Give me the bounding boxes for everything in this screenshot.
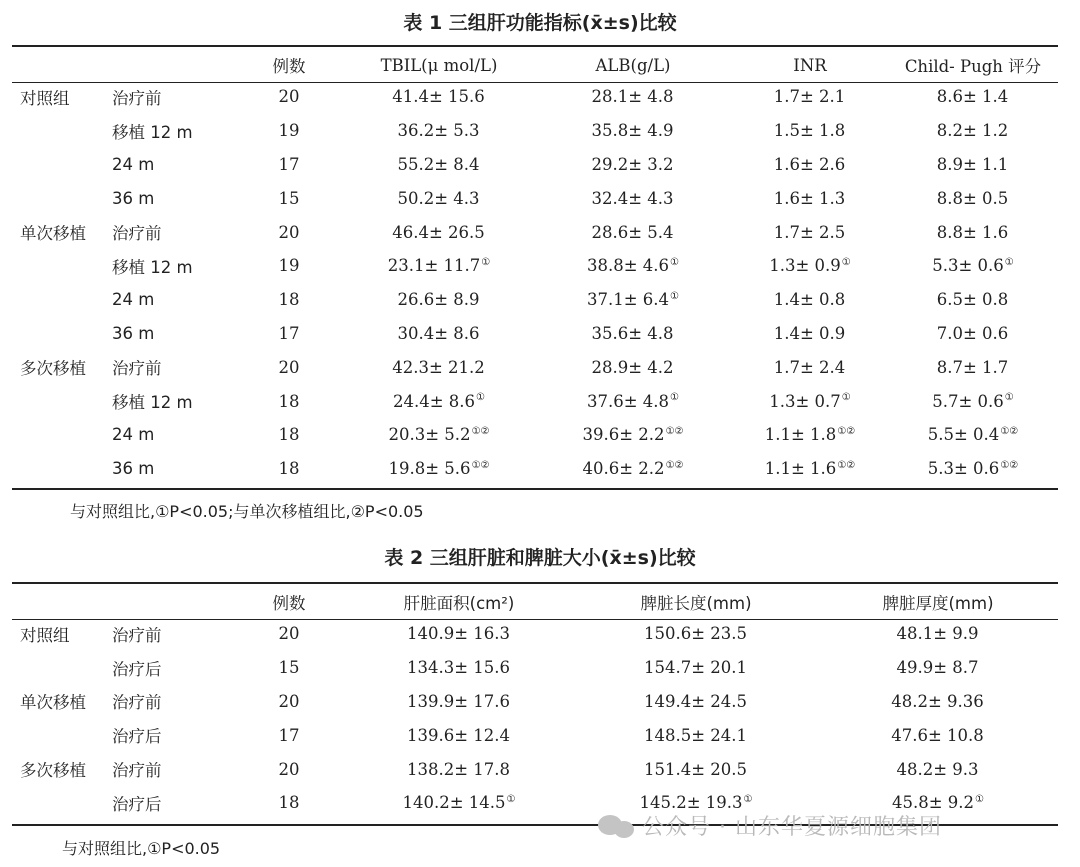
significance-mark: ①: [476, 392, 486, 404]
cell-n-value: 20: [278, 222, 300, 242]
cell-spleen-length: [574, 651, 818, 685]
cell-alb-value: 39.6± 2.2: [582, 425, 665, 445]
cell-n-value: 17: [278, 725, 300, 745]
cell-childpugh-value: 8.8± 0.5: [936, 188, 1009, 208]
cell-time: [110, 752, 234, 786]
cell-alb: [534, 418, 732, 452]
cell-tbil-value: 20.3± 5.2: [388, 425, 471, 445]
cell-alb-value: 35.8± 4.9: [591, 121, 674, 141]
cell-inr-value: 1.4± 0.9: [773, 323, 846, 343]
watermark: [598, 810, 942, 841]
cell-tbil: [344, 384, 534, 418]
cell-alb: [534, 283, 732, 317]
cell-time: [110, 685, 234, 719]
table-row: [12, 651, 1058, 685]
cell-inr-value: 1.7± 2.1: [773, 87, 846, 107]
cell-group-value: 对照组: [20, 625, 70, 645]
cell-group: [12, 80, 110, 114]
table2-header-rule: [12, 619, 1058, 620]
cell-tbil: [344, 452, 534, 486]
cell-time: [110, 452, 234, 486]
cell-n-value: 19: [278, 256, 300, 276]
significance-mark: ①: [670, 256, 680, 268]
cell-n-value: 20: [278, 624, 300, 644]
cell-n: [234, 651, 344, 685]
cell-alb: [534, 249, 732, 283]
cell-group: [12, 452, 110, 486]
cell-group-value: 单次移植: [20, 693, 86, 713]
table1-header-alb: ALB(g/L): [595, 55, 671, 75]
cell-alb-value: 28.6± 5.4: [591, 222, 674, 242]
cell-group: [12, 181, 110, 215]
cell-tbil-value: 19.8± 5.6: [388, 459, 471, 479]
table1-header-rule: [12, 82, 1058, 83]
cell-tbil-value: 41.4± 15.6: [392, 87, 485, 107]
cell-n-value: 20: [278, 759, 300, 779]
cell-spleen-length-value: 150.6± 23.5: [643, 624, 748, 644]
table-row: [12, 384, 1058, 418]
cell-inr: [732, 114, 888, 148]
cell-alb-value: 35.6± 4.8: [591, 323, 674, 343]
cell-alb: [534, 350, 732, 384]
significance-mark: ①: [975, 793, 985, 805]
cell-childpugh: [888, 80, 1058, 114]
cell-group: [12, 718, 110, 752]
cell-time: [110, 215, 234, 249]
cell-time: [110, 418, 234, 452]
cell-time-value: 治疗后: [112, 659, 162, 679]
table-row: [12, 249, 1058, 283]
cell-inr-value: 1.3± 0.7: [769, 391, 841, 411]
cell-time: [110, 617, 234, 651]
cell-tbil: [344, 148, 534, 182]
cell-inr: [732, 283, 888, 317]
cell-spleen-length: [574, 617, 818, 651]
significance-mark: ①: [670, 392, 680, 404]
cell-inr-value: 1.1± 1.8: [764, 425, 837, 445]
cell-n-value: 20: [278, 357, 300, 377]
cell-n-value: 15: [278, 658, 300, 678]
table2-header-time: [110, 587, 234, 617]
cell-alb-value: 40.6± 2.2: [582, 459, 665, 479]
cell-n: [234, 80, 344, 114]
cell-spleen-length-value: 154.7± 20.1: [643, 658, 748, 678]
cell-tbil-value: 26.6± 8.9: [397, 290, 480, 310]
cell-spleen-thickness: [818, 718, 1058, 752]
table1-note: 与对照组比,①P<0.05;与单次移植组比,②P<0.05: [70, 502, 424, 521]
cell-spleen-length-value: 145.2± 19.3: [639, 793, 743, 813]
wechat-icon: [598, 813, 636, 839]
cell-childpugh: [888, 114, 1058, 148]
cell-inr: [732, 384, 888, 418]
cell-liver-area: [344, 617, 574, 651]
cell-time: [110, 80, 234, 114]
cell-childpugh: [888, 418, 1058, 452]
table2-note: 与对照组比,①P<0.05: [62, 839, 221, 858]
table-row: [12, 752, 1058, 786]
cell-liver-area: [344, 651, 574, 685]
cell-inr: [732, 148, 888, 182]
significance-mark: ①②: [837, 459, 856, 471]
cell-liver-area: [344, 718, 574, 752]
cell-inr: [732, 249, 888, 283]
cell-time-value: 36 m: [112, 459, 155, 479]
cell-childpugh: [888, 317, 1058, 351]
table1-header-time: [110, 50, 234, 80]
table1-caption: 表 1 三组肝功能指标(x̄±s)比较: [403, 12, 677, 34]
table2-header-n: 例数: [272, 594, 306, 613]
cell-spleen-thickness: [818, 617, 1058, 651]
cell-time-value: 24 m: [112, 425, 155, 445]
cell-childpugh: [888, 249, 1058, 283]
cell-time: [110, 283, 234, 317]
cell-childpugh: [888, 181, 1058, 215]
cell-group: [12, 752, 110, 786]
cell-group: [12, 114, 110, 148]
table-row: [12, 317, 1058, 351]
table-row: [12, 148, 1058, 182]
table2-top-rule: [12, 582, 1058, 584]
cell-group: [12, 786, 110, 820]
table1-header-childpugh: Child- Pugh 评分: [904, 57, 1042, 76]
cell-childpugh-value: 8.2± 1.2: [936, 121, 1009, 141]
cell-time: [110, 786, 234, 820]
cell-tbil-value: 42.3± 21.2: [392, 357, 485, 377]
cell-spleen-thickness-value: 45.8± 9.2: [891, 793, 975, 813]
cell-inr-value: 1.1± 1.6: [764, 459, 837, 479]
cell-group: [12, 350, 110, 384]
cell-group: [12, 685, 110, 719]
cell-tbil-value: 24.4± 8.6: [392, 391, 476, 411]
cell-group-value: 单次移植: [20, 224, 86, 244]
cell-n: [234, 283, 344, 317]
cell-n-value: 18: [278, 391, 300, 411]
cell-time: [110, 148, 234, 182]
cell-time: [110, 114, 234, 148]
cell-spleen-length-value: 151.4± 20.5: [643, 759, 748, 779]
cell-n: [234, 718, 344, 752]
cell-n-value: 15: [278, 188, 300, 208]
cell-n: [234, 452, 344, 486]
cell-inr: [732, 317, 888, 351]
cell-spleen-thickness-value: 49.9± 8.7: [896, 658, 979, 678]
table2: [12, 587, 1058, 820]
cell-n-value: 20: [278, 691, 300, 711]
cell-liver-area-value: 134.3± 15.6: [406, 658, 511, 678]
cell-group-value: 对照组: [20, 88, 70, 108]
significance-mark: ①: [506, 793, 516, 805]
cell-alb: [534, 148, 732, 182]
cell-alb-value: 37.6± 4.8: [586, 391, 670, 411]
cell-childpugh-value: 6.5± 0.8: [936, 290, 1009, 310]
cell-inr-value: 1.6± 2.6: [773, 154, 846, 174]
cell-tbil: [344, 181, 534, 215]
cell-time-value: 24 m: [112, 154, 155, 174]
table1-top-rule: [12, 45, 1058, 47]
table1-header-inr: INR: [793, 55, 827, 75]
cell-group: [12, 148, 110, 182]
cell-inr: [732, 215, 888, 249]
cell-childpugh-value: 8.9± 1.1: [936, 154, 1009, 174]
table-row: [12, 418, 1058, 452]
cell-time-value: 治疗前: [112, 88, 162, 108]
significance-mark: ①: [743, 793, 753, 805]
cell-n-value: 18: [278, 290, 300, 310]
cell-spleen-length: [574, 718, 818, 752]
cell-group: [12, 418, 110, 452]
cell-n: [234, 249, 344, 283]
cell-inr: [732, 452, 888, 486]
table-row: [12, 617, 1058, 651]
cell-group: [12, 651, 110, 685]
cell-inr-value: 1.3± 0.9: [769, 256, 841, 276]
cell-liver-area: [344, 685, 574, 719]
cell-childpugh-value: 8.6± 1.4: [936, 87, 1009, 107]
cell-tbil: [344, 350, 534, 384]
cell-n-value: 18: [278, 793, 300, 813]
cell-spleen-thickness-value: 48.2± 9.36: [891, 691, 984, 711]
table2-caption: 表 2 三组肝脏和脾脏大小(x̄±s)比较: [384, 547, 696, 569]
cell-time-value: 治疗前: [112, 693, 162, 713]
significance-mark: ①: [841, 392, 851, 404]
cell-time-value: 治疗前: [112, 224, 162, 244]
cell-childpugh: [888, 350, 1058, 384]
significance-mark: ①②: [471, 459, 490, 471]
cell-n-value: 18: [278, 459, 300, 479]
cell-time-value: 治疗前: [112, 761, 162, 781]
cell-tbil: [344, 283, 534, 317]
table1-header-row: [12, 50, 1058, 80]
significance-mark: ①②: [1000, 459, 1019, 471]
watermark-text: 公众号 · 山东华夏源细胞集团: [642, 815, 942, 840]
cell-time-value: 36 m: [112, 323, 155, 343]
table-row: [12, 718, 1058, 752]
table2-header-spleen-thickness: 脾脏厚度(mm): [882, 594, 994, 613]
cell-group: [12, 215, 110, 249]
cell-childpugh: [888, 384, 1058, 418]
significance-mark: ①②: [665, 459, 684, 471]
cell-inr: [732, 181, 888, 215]
cell-alb-value: 37.1± 6.4: [586, 290, 670, 310]
cell-group: [12, 317, 110, 351]
cell-n-value: 17: [278, 323, 300, 343]
cell-childpugh: [888, 148, 1058, 182]
cell-childpugh: [888, 452, 1058, 486]
cell-spleen-length: [574, 752, 818, 786]
cell-n: [234, 350, 344, 384]
cell-group: [12, 249, 110, 283]
cell-alb: [534, 384, 732, 418]
table-row: [12, 452, 1058, 486]
cell-liver-area-value: 139.6± 12.4: [406, 725, 511, 745]
cell-time: [110, 651, 234, 685]
cell-inr-value: 1.7± 2.5: [773, 222, 846, 242]
cell-n: [234, 317, 344, 351]
table1-header-group: [12, 50, 110, 80]
cell-tbil: [344, 249, 534, 283]
cell-n: [234, 215, 344, 249]
cell-n-value: 18: [278, 425, 300, 445]
table-row: [12, 215, 1058, 249]
cell-time: [110, 249, 234, 283]
cell-time-value: 36 m: [112, 188, 155, 208]
cell-alb: [534, 80, 732, 114]
cell-inr: [732, 418, 888, 452]
cell-n-value: 17: [278, 154, 300, 174]
cell-alb-value: 28.1± 4.8: [591, 87, 674, 107]
cell-group: [12, 384, 110, 418]
cell-n-value: 19: [278, 121, 300, 141]
table-row: [12, 114, 1058, 148]
table1-bottom-rule: [12, 488, 1058, 490]
cell-n: [234, 148, 344, 182]
table-row: [12, 283, 1058, 317]
cell-alb: [534, 317, 732, 351]
table1: [12, 50, 1058, 486]
cell-alb: [534, 114, 732, 148]
cell-n: [234, 418, 344, 452]
table-row: [12, 350, 1058, 384]
cell-spleen-thickness: [818, 752, 1058, 786]
cell-time-value: 治疗前: [112, 625, 162, 645]
table1-header-tbil: TBIL(μ mol/L): [380, 55, 498, 75]
table2-header-spleen-length: 脾脏长度(mm): [640, 594, 752, 613]
cell-childpugh-value: 5.5± 0.4: [927, 425, 1000, 445]
significance-mark: ①: [1004, 392, 1014, 404]
cell-tbil-value: 55.2± 8.4: [397, 154, 480, 174]
cell-time: [110, 384, 234, 418]
significance-mark: ①②: [471, 425, 490, 437]
cell-n: [234, 685, 344, 719]
table-row: [12, 80, 1058, 114]
cell-liver-area: [344, 786, 574, 820]
cell-time-value: 治疗后: [112, 727, 162, 747]
cell-n-value: 20: [278, 87, 300, 107]
table-row: [12, 685, 1058, 719]
cell-alb-value: 38.8± 4.6: [586, 256, 670, 276]
cell-time: [110, 181, 234, 215]
cell-spleen-length-value: 149.4± 24.5: [643, 691, 748, 711]
cell-liver-area-value: 138.2± 17.8: [406, 759, 511, 779]
significance-mark: ①②: [1000, 425, 1019, 437]
cell-time: [110, 718, 234, 752]
cell-childpugh: [888, 215, 1058, 249]
cell-spleen-thickness: [818, 685, 1058, 719]
significance-mark: ①②: [837, 425, 856, 437]
significance-mark: ①: [670, 290, 680, 302]
cell-inr-value: 1.6± 1.3: [773, 188, 846, 208]
cell-tbil-value: 30.4± 8.6: [397, 323, 480, 343]
cell-tbil: [344, 215, 534, 249]
cell-time: [110, 317, 234, 351]
cell-inr-value: 1.5± 1.8: [773, 121, 846, 141]
cell-liver-area-value: 140.9± 16.3: [406, 624, 511, 644]
cell-n: [234, 384, 344, 418]
cell-n: [234, 114, 344, 148]
cell-alb: [534, 452, 732, 486]
cell-childpugh-value: 5.3± 0.6: [932, 256, 1004, 276]
cell-tbil: [344, 317, 534, 351]
cell-alb: [534, 181, 732, 215]
cell-childpugh-value: 8.7± 1.7: [936, 357, 1009, 377]
cell-group: [12, 617, 110, 651]
cell-n: [234, 786, 344, 820]
table1-header-n: 例数: [272, 57, 306, 76]
cell-time-value: 移植 12 m: [112, 257, 193, 277]
cell-alb-value: 28.9± 4.2: [591, 357, 674, 377]
cell-inr: [732, 350, 888, 384]
cell-time: [110, 350, 234, 384]
cell-childpugh-value: 5.3± 0.6: [927, 459, 1000, 479]
cell-time-value: 24 m: [112, 290, 155, 310]
cell-time-value: 移植 12 m: [112, 122, 193, 142]
cell-liver-area-value: 139.9± 17.6: [406, 691, 511, 711]
cell-spleen-length: [574, 685, 818, 719]
cell-group-value: 多次移植: [20, 761, 86, 781]
cell-alb-value: 32.4± 4.3: [591, 188, 674, 208]
cell-time-value: 治疗前: [112, 359, 162, 379]
cell-childpugh: [888, 283, 1058, 317]
cell-tbil: [344, 418, 534, 452]
cell-time-value: 移植 12 m: [112, 393, 193, 413]
cell-alb-value: 29.2± 3.2: [591, 154, 674, 174]
table2-header-group: [12, 587, 110, 617]
cell-spleen-length-value: 148.5± 24.1: [643, 725, 748, 745]
significance-mark: ①: [841, 256, 851, 268]
table2-header-liver-area: 肝脏面积(cm²): [403, 594, 515, 613]
cell-spleen-thickness: [818, 651, 1058, 685]
cell-group: [12, 283, 110, 317]
table-row: [12, 181, 1058, 215]
cell-spleen-thickness-value: 48.2± 9.3: [896, 759, 979, 779]
cell-inr: [732, 80, 888, 114]
cell-group-value: 多次移植: [20, 359, 86, 379]
cell-tbil-value: 36.2± 5.3: [397, 121, 480, 141]
significance-mark: ①②: [665, 425, 684, 437]
cell-inr-value: 1.4± 0.8: [773, 290, 846, 310]
cell-spleen-thickness-value: 47.6± 10.8: [891, 725, 984, 745]
cell-childpugh-value: 5.7± 0.6: [932, 391, 1004, 411]
cell-n: [234, 617, 344, 651]
significance-mark: ①: [1004, 256, 1014, 268]
cell-tbil: [344, 114, 534, 148]
table2-header-row: [12, 587, 1058, 617]
cell-childpugh-value: 7.0± 0.6: [936, 323, 1009, 343]
cell-tbil-value: 23.1± 11.7: [387, 256, 481, 276]
cell-childpugh-value: 8.8± 1.6: [936, 222, 1009, 242]
cell-alb: [534, 215, 732, 249]
cell-tbil-value: 50.2± 4.3: [397, 188, 480, 208]
cell-tbil: [344, 80, 534, 114]
cell-inr-value: 1.7± 2.4: [773, 357, 846, 377]
significance-mark: ①: [481, 256, 491, 268]
cell-liver-area: [344, 752, 574, 786]
cell-spleen-thickness-value: 48.1± 9.9: [896, 624, 979, 644]
cell-n: [234, 181, 344, 215]
cell-time-value: 治疗后: [112, 794, 162, 814]
cell-n: [234, 752, 344, 786]
cell-liver-area-value: 140.2± 14.5: [402, 793, 506, 813]
cell-tbil-value: 46.4± 26.5: [392, 222, 485, 242]
